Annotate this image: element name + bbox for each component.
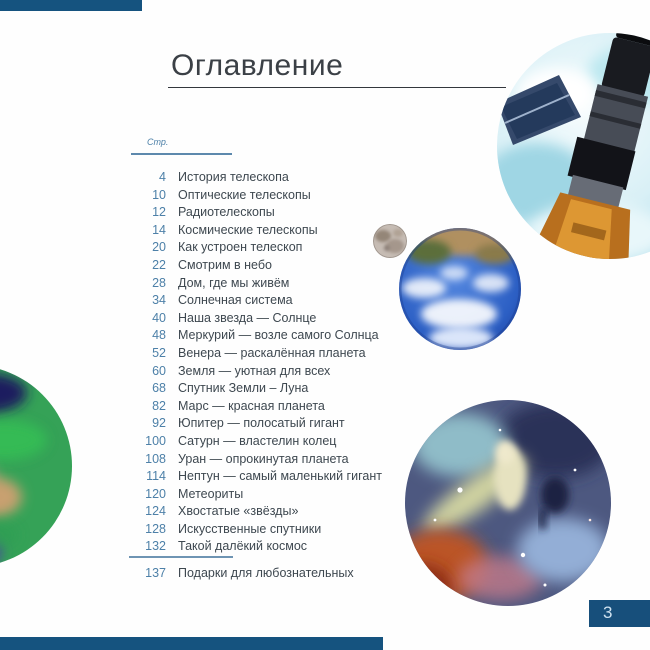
toc-entry bbox=[126, 310, 382, 328]
toc-entry-title: Солнечная система bbox=[178, 293, 293, 308]
earth-photo bbox=[399, 228, 521, 350]
toc-entry-page: 48 bbox=[152, 328, 166, 343]
toc-entry-title: Хвостатые «звёзды» bbox=[178, 504, 299, 519]
toc-entry-page: 108 bbox=[145, 451, 166, 466]
toc-entry bbox=[126, 257, 382, 275]
toc-entry-page: 28 bbox=[152, 275, 166, 290]
toc-entry-page: 20 bbox=[152, 240, 166, 255]
toc-entry-page: 114 bbox=[146, 469, 166, 484]
toc-entry-page: 14 bbox=[152, 222, 166, 237]
toc-entry bbox=[126, 327, 382, 345]
carina-nebula-photo bbox=[405, 400, 611, 606]
toc-entry-title: Смотрим в небо bbox=[178, 257, 272, 272]
toc-entry bbox=[126, 222, 382, 240]
toc-entry-title: Метеориты bbox=[178, 486, 244, 501]
toc-entry-title: Такой далёкий космос bbox=[178, 539, 308, 554]
toc-entry-title: Венера — раскалённая планета bbox=[178, 345, 366, 360]
toc-entry-title: История телескопа bbox=[178, 170, 289, 184]
toc-entry bbox=[126, 345, 382, 363]
venus-radar-map-photo bbox=[0, 365, 72, 567]
toc-entry-title: Подарки для любознательных bbox=[178, 566, 354, 580]
toc-entry bbox=[126, 398, 382, 416]
toc-entry-page: 124 bbox=[145, 504, 166, 519]
toc-entry-title: Космические телескопы bbox=[178, 222, 318, 237]
toc-entry bbox=[126, 538, 382, 556]
hubble-telescope-photo bbox=[497, 33, 650, 259]
page-column-header: Стр. bbox=[147, 137, 169, 147]
toc-entry-page: 52 bbox=[152, 345, 166, 360]
toc-entry bbox=[126, 451, 382, 469]
toc-entry-page: 82 bbox=[152, 398, 166, 413]
toc-entry bbox=[126, 204, 382, 222]
toc-entry-page: 132 bbox=[145, 539, 166, 554]
toc-entry-title: Меркурий — возле самого Солнца bbox=[178, 328, 379, 343]
toc-appendix bbox=[126, 565, 354, 583]
toc-entry-title: Радиотелескопы bbox=[178, 205, 275, 220]
appendix-divider-line bbox=[129, 556, 233, 558]
toc-entry-page: 10 bbox=[152, 187, 166, 202]
toc-entry-title: Оптические телескопы bbox=[178, 187, 311, 202]
bottom-accent-bar bbox=[0, 637, 383, 650]
toc-entry bbox=[126, 292, 382, 310]
toc-entry bbox=[126, 433, 382, 451]
toc-entry-page: 12 bbox=[152, 205, 166, 220]
toc-entry-title: Искусственные спутники bbox=[178, 521, 322, 536]
toc-entry bbox=[126, 187, 382, 205]
page-number: 3 bbox=[603, 603, 613, 622]
toc-entry-title: Спутник Земли – Луна bbox=[178, 381, 309, 396]
toc-entry bbox=[126, 239, 382, 257]
toc-entry bbox=[126, 468, 382, 486]
toc-entry bbox=[126, 565, 354, 583]
column-header-underline bbox=[131, 153, 232, 155]
top-accent-bar bbox=[0, 0, 142, 11]
page-number-badge bbox=[589, 600, 650, 627]
toc-entry-title: Как устроен телескоп bbox=[178, 240, 303, 255]
toc-entry bbox=[126, 521, 382, 539]
page-title: Оглавление bbox=[171, 49, 344, 82]
toc-entry-page: 68 bbox=[152, 381, 166, 396]
toc-entry-title: Сатурн — властелин колец bbox=[178, 433, 337, 448]
toc-entry-page: 4 bbox=[159, 170, 166, 184]
title-underline bbox=[168, 87, 506, 88]
toc-entry bbox=[126, 503, 382, 521]
toc-entry-title: Наша звезда — Солнце bbox=[178, 310, 317, 325]
toc-entry-page: 100 bbox=[145, 433, 166, 448]
toc-entry-page: 120 bbox=[145, 486, 166, 501]
toc-entry-title: Юпитер — полосатый гигант bbox=[178, 416, 345, 431]
toc-entry bbox=[126, 486, 382, 504]
toc-list bbox=[126, 169, 382, 556]
toc-entry bbox=[126, 415, 382, 433]
toc-entry-title: Земля — уютная для всех bbox=[178, 363, 331, 378]
toc-entry-title: Дом, где мы живём bbox=[178, 275, 290, 290]
toc-entry-page: 128 bbox=[145, 521, 166, 536]
toc-entry-title: Уран — опрокинутая планета bbox=[178, 451, 349, 466]
toc-entry-page: 60 bbox=[152, 363, 166, 378]
toc-entry bbox=[126, 380, 382, 398]
toc-entry-page: 34 bbox=[152, 293, 166, 308]
toc-entry-title: Нептун — самый маленький гигант bbox=[178, 469, 382, 484]
toc-entry bbox=[126, 169, 382, 187]
toc-entry-title: Марс — красная планета bbox=[178, 398, 325, 413]
toc-entry-page: 92 bbox=[152, 416, 166, 431]
toc-entry bbox=[126, 275, 382, 293]
toc-entry-page: 137 bbox=[145, 566, 166, 580]
toc-entry bbox=[126, 363, 382, 381]
toc-entry-page: 22 bbox=[152, 257, 166, 272]
toc-entry-page: 40 bbox=[152, 310, 166, 325]
